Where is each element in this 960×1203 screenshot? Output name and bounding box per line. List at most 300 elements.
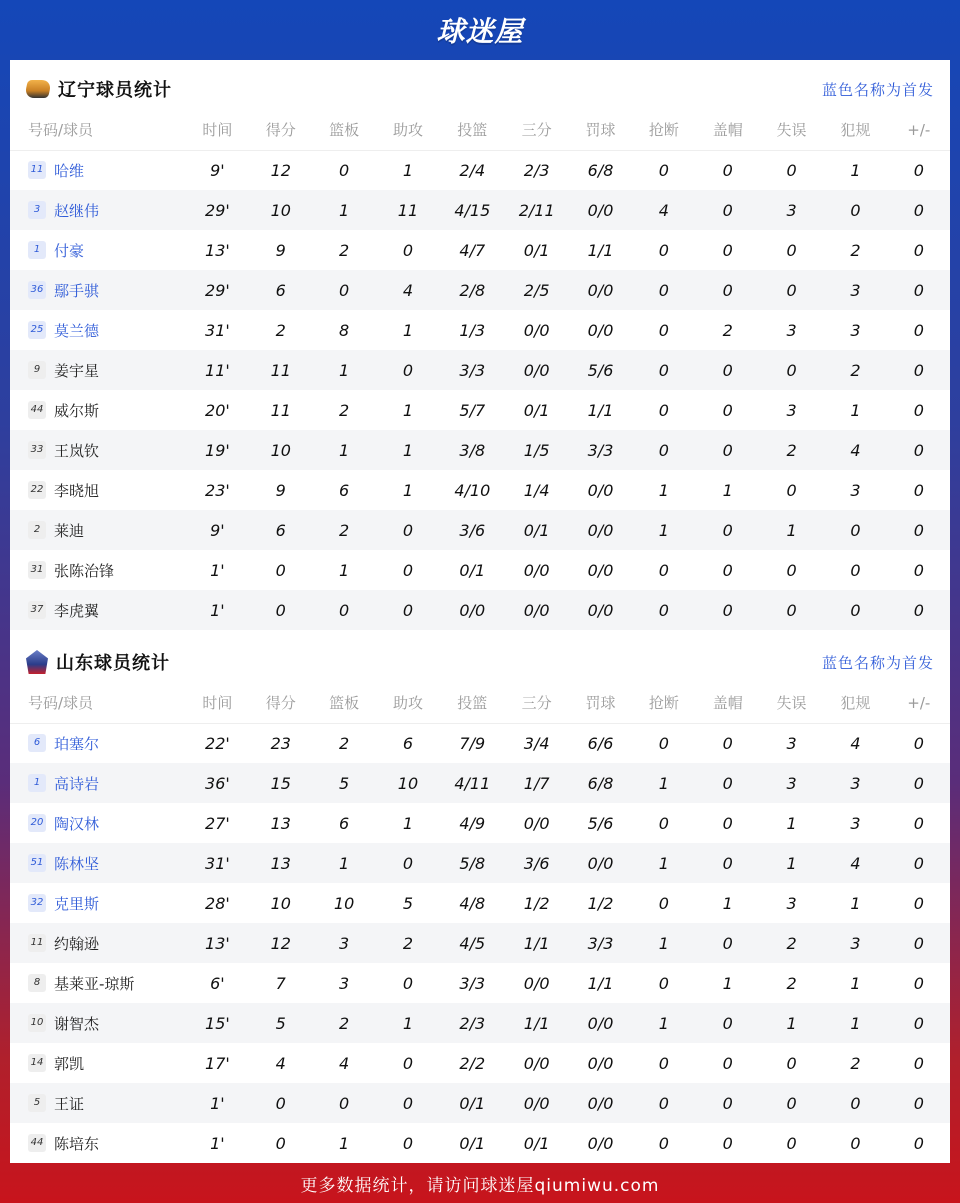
stat-cell: 0: [850, 1133, 861, 1153]
stat-cell: 1/1: [504, 923, 568, 963]
stat-cell: 0: [786, 480, 797, 500]
stat-cell: 0: [888, 923, 950, 963]
stat-cell: 0: [658, 320, 669, 340]
liaoning-logo-icon: [24, 80, 52, 98]
player-cell: [10, 883, 186, 923]
player-cell: [10, 803, 186, 843]
stat-cell: 0: [658, 560, 669, 580]
column-header: +/-: [888, 110, 950, 150]
stat-cell: 0: [696, 350, 760, 390]
stat-cell: 3: [339, 973, 350, 993]
stat-cell: 1/2: [523, 893, 550, 913]
stat-cell: 0: [376, 350, 440, 390]
stat-cell: 0: [722, 400, 733, 420]
stat-cell: 1: [402, 480, 414, 500]
stat-cell: 0: [722, 240, 733, 260]
stat-cell: 0: [823, 590, 887, 630]
stat-cell: 0: [722, 1053, 733, 1073]
stat-cell: 0: [888, 430, 950, 470]
stat-cell: 0: [913, 813, 924, 833]
stat-cell: 4: [850, 733, 861, 753]
table-row: [10, 510, 950, 550]
player-name: 哈维: [54, 161, 85, 180]
stat-cell: 0: [888, 843, 950, 883]
stat-cell: 0/1: [440, 1083, 504, 1123]
player-name: 郭凯: [54, 1054, 85, 1073]
team-stats-table: [10, 110, 950, 630]
stat-cell: 1: [339, 560, 350, 580]
player-cell: [10, 430, 186, 470]
stat-cell: 0: [913, 1053, 924, 1073]
stat-cell: 0: [913, 400, 924, 420]
stat-cell: 12: [249, 923, 312, 963]
stat-cell: 0/1: [523, 240, 550, 260]
stat-cell: 2/3: [523, 160, 550, 180]
player-name: 李晓旭: [54, 481, 100, 500]
stat-cell: 1: [376, 1003, 440, 1043]
player-cell: [10, 1043, 186, 1083]
stat-cell: 0: [249, 590, 312, 630]
stat-cell: 12: [270, 160, 291, 180]
stat-cell: 2/5: [504, 270, 568, 310]
player-cell: [10, 923, 186, 963]
stat-cell: 36': [186, 763, 249, 803]
stat-cell: 4: [339, 1053, 350, 1073]
stat-cell: 0/0: [523, 1053, 550, 1073]
stat-cell: 2: [823, 350, 887, 390]
stat-cell: 0: [312, 590, 375, 630]
stat-cell: 1/2: [587, 893, 614, 913]
table-row: [10, 923, 950, 963]
stat-cell: 0/0: [569, 1083, 632, 1123]
stat-cell: 0/0: [569, 510, 632, 550]
jersey-number-badge: 11: [28, 161, 46, 179]
stat-cell: 9: [275, 240, 286, 260]
stat-cell: 0/0: [587, 320, 614, 340]
stat-cell: 4/10: [454, 480, 491, 500]
stat-cell: 2: [760, 430, 823, 470]
column-header: 罚球: [569, 110, 632, 150]
stat-cell: 0/0: [523, 560, 550, 580]
stat-cell: 0: [696, 763, 760, 803]
team-section-header: [10, 64, 950, 114]
stat-cell: 3: [786, 400, 797, 420]
stat-cell: 2: [339, 240, 350, 260]
table-row: [10, 270, 950, 310]
stat-cell: 2: [312, 1003, 375, 1043]
player-name: 张陈治锋: [54, 561, 115, 580]
column-header: 三分: [504, 110, 568, 150]
stat-cell: 0: [760, 590, 823, 630]
jersey-number-badge: 22: [28, 481, 46, 499]
player-cell: [10, 310, 186, 350]
stat-cell: 0: [913, 160, 924, 180]
jersey-number-badge: 44: [28, 1134, 46, 1152]
stat-cell: 2: [376, 923, 440, 963]
stat-cell: 5/7: [459, 400, 486, 420]
stat-cell: 2: [339, 733, 350, 753]
stat-cell: 1: [312, 350, 375, 390]
stat-cell: 6': [210, 973, 225, 993]
stat-cell: 13': [205, 240, 230, 260]
player-name: 李虎翼: [54, 601, 100, 620]
stat-cell: 0: [376, 590, 440, 630]
stat-cell: 22': [205, 733, 230, 753]
stat-cell: 5: [249, 1003, 312, 1043]
stat-cell: 1/1: [587, 240, 614, 260]
stat-cell: 4/15: [440, 190, 504, 230]
player-name: 陶汉林: [54, 814, 100, 833]
player-cell: [10, 270, 186, 310]
table-row: [10, 190, 950, 230]
stat-cell: 1: [376, 430, 440, 470]
player-name: 王证: [54, 1094, 85, 1113]
stat-cell: 2/11: [504, 190, 568, 230]
jersey-number-badge: 20: [28, 814, 46, 832]
player-name: 陈培东: [54, 1134, 100, 1153]
stat-cell: 0: [696, 430, 760, 470]
column-header: 三分: [504, 683, 568, 723]
stat-cell: 0: [823, 190, 887, 230]
stat-cell: 3: [850, 813, 861, 833]
stat-cell: 1: [850, 160, 861, 180]
stat-cell: 9': [210, 160, 225, 180]
stat-cell: 0/0: [569, 190, 632, 230]
player-cell: [10, 150, 186, 190]
stat-cell: 7: [275, 973, 286, 993]
stat-cell: 2: [312, 510, 375, 550]
stat-cell: 0: [786, 1053, 797, 1073]
jersey-number-badge: 32: [28, 894, 46, 912]
column-header: 时间: [186, 110, 249, 150]
stat-cell: 0: [658, 973, 669, 993]
stat-cell: 0: [913, 893, 924, 913]
stat-cell: 0/0: [523, 813, 550, 833]
team-title-group: [26, 649, 170, 675]
stat-cell: 1: [312, 430, 375, 470]
stat-cell: 0: [658, 813, 669, 833]
stat-cell: 0: [249, 1083, 312, 1123]
stat-cell: 0: [722, 560, 733, 580]
stat-cell: 4: [823, 843, 887, 883]
stat-cell: 0: [722, 813, 733, 833]
stat-cell: 1: [632, 843, 695, 883]
column-header: 得分: [249, 110, 312, 150]
stat-cell: 1: [632, 1003, 695, 1043]
stat-cell: 3: [786, 733, 797, 753]
player-cell: [10, 190, 186, 230]
stat-cell: 3: [786, 320, 797, 340]
stat-cell: 0: [913, 560, 924, 580]
stat-cell: 0: [888, 190, 950, 230]
stat-cell: 0/0: [504, 350, 568, 390]
stat-cell: 0: [658, 1053, 669, 1073]
stat-cell: 0: [888, 350, 950, 390]
brand-bar: [0, 0, 960, 60]
stat-cell: 0/0: [569, 590, 632, 630]
column-header: 得分: [249, 683, 312, 723]
stat-cell: 11: [249, 350, 312, 390]
stat-cell: 0/0: [440, 590, 504, 630]
player-name: 珀塞尔: [54, 734, 100, 753]
table-row: [10, 1123, 950, 1163]
stat-cell: 1: [722, 973, 733, 993]
stat-cell: 0: [696, 190, 760, 230]
table-row: [10, 230, 950, 270]
stat-cell: 1': [186, 1083, 249, 1123]
stat-cell: 3/3: [440, 350, 504, 390]
stat-cell: 1: [339, 1133, 350, 1153]
stat-cell: 0/0: [587, 560, 614, 580]
stat-cell: 0: [632, 430, 695, 470]
stat-cell: 1': [210, 560, 225, 580]
stat-cell: 0/1: [523, 400, 550, 420]
team-stats-title: 辽宁球员统计: [58, 80, 172, 101]
player-name: 莫兰德: [54, 321, 100, 340]
stat-cell: 0/1: [459, 560, 486, 580]
jersey-number-badge: 25: [28, 321, 46, 339]
stat-cell: 3: [850, 480, 861, 500]
stat-cell: 28': [205, 893, 230, 913]
table-row: [10, 430, 950, 470]
stat-cell: 3/8: [440, 430, 504, 470]
stat-cell: 0/1: [459, 1133, 486, 1153]
player-cell: [10, 843, 186, 883]
starter-legend-note: 蓝色名称为首发: [821, 653, 934, 672]
stat-cell: 1/5: [504, 430, 568, 470]
stat-cell: 1: [786, 813, 797, 833]
table-row: [10, 963, 950, 1003]
stat-cell: 0: [658, 893, 669, 913]
stat-cell: 27': [205, 813, 230, 833]
stat-cell: 4: [376, 270, 440, 310]
stat-cell: 31': [186, 843, 249, 883]
table-row: [10, 763, 950, 803]
stat-cell: 3/4: [523, 733, 550, 753]
table-row: [10, 803, 950, 843]
stat-cell: 2/3: [440, 1003, 504, 1043]
stat-cell: 0: [312, 270, 375, 310]
stat-cell: 0/0: [504, 590, 568, 630]
stat-cell: 1: [402, 813, 414, 833]
stat-cell: 0: [760, 1083, 823, 1123]
stat-cell: 5: [402, 893, 414, 913]
stat-cell: 1: [722, 480, 733, 500]
stat-cell: 0/0: [587, 1133, 614, 1153]
column-header: 抢断: [632, 110, 695, 150]
team-stats-title: 山东球员统计: [56, 653, 170, 674]
stat-cell: 3/3: [569, 430, 632, 470]
stat-cell: 0: [786, 160, 797, 180]
stat-cell: 0: [376, 843, 440, 883]
stat-cell: 6/8: [587, 160, 614, 180]
stat-cell: 0: [823, 1083, 887, 1123]
stat-cell: 0: [376, 1083, 440, 1123]
jersey-number-badge: 1: [28, 774, 46, 792]
stat-cell: 1/1: [504, 1003, 568, 1043]
stat-cell: 0/0: [569, 270, 632, 310]
stat-cell: 1: [823, 1003, 887, 1043]
stat-cell: 1/7: [504, 763, 568, 803]
jersey-number-badge: 3: [28, 201, 46, 219]
column-header-player: 号码/球员: [10, 110, 186, 150]
stat-cell: 1: [632, 923, 695, 963]
jersey-number-badge: 1: [28, 241, 46, 259]
stat-cell: 2: [722, 320, 733, 340]
stat-cell: 19': [186, 430, 249, 470]
jersey-number-badge: 11: [28, 934, 46, 952]
jersey-number-badge: 36: [28, 281, 46, 299]
table-row: [10, 1043, 950, 1083]
jersey-number-badge: 9: [28, 361, 46, 379]
player-name: 姜宇星: [54, 361, 100, 380]
jersey-number-badge: 8: [28, 974, 46, 992]
stat-cell: 20': [205, 400, 230, 420]
stat-cell: 0: [913, 480, 924, 500]
stat-cell: 0: [658, 160, 669, 180]
stat-cell: 6/6: [587, 733, 614, 753]
stat-cell: 0: [786, 1133, 797, 1153]
stat-cell: 0: [913, 240, 924, 260]
column-header: 投篮: [440, 683, 504, 723]
stat-cell: 0: [696, 590, 760, 630]
stat-cell: 1: [312, 843, 375, 883]
stats-panel: [10, 60, 950, 1163]
stat-cell: 0: [275, 1133, 286, 1153]
stat-cell: 0: [632, 590, 695, 630]
stat-cell: 0: [888, 1083, 950, 1123]
stat-cell: 3/6: [440, 510, 504, 550]
column-header: 失误: [760, 683, 823, 723]
stat-cell: 1: [760, 1003, 823, 1043]
stat-cell: 0: [339, 160, 350, 180]
table-row: [10, 550, 950, 590]
jersey-number-badge: 2: [28, 521, 46, 539]
stat-cell: 0: [696, 1083, 760, 1123]
player-name: 约翰逊: [54, 934, 100, 953]
stat-cell: 0: [722, 1133, 733, 1153]
player-name: 基莱亚-琼斯: [54, 974, 135, 993]
stat-cell: 10: [270, 893, 291, 913]
stat-cell: 1': [210, 1133, 225, 1153]
stat-cell: 0/0: [523, 320, 550, 340]
shandong-logo-icon: [26, 650, 48, 674]
stat-cell: 1: [760, 843, 823, 883]
column-header-player: 号码/球员: [10, 683, 186, 723]
stat-cell: 0: [658, 400, 669, 420]
table-header-row: [10, 683, 950, 723]
jersey-number-badge: 37: [28, 601, 46, 619]
jersey-number-badge: 5: [28, 1094, 46, 1112]
stat-cell: 0: [888, 763, 950, 803]
stat-cell: 1: [632, 763, 695, 803]
stat-cell: 0: [632, 1083, 695, 1123]
column-header: 盖帽: [696, 110, 760, 150]
column-header: 犯规: [823, 683, 887, 723]
stat-cell: 0: [312, 1083, 375, 1123]
stat-cell: 3: [823, 923, 887, 963]
player-name: 王岚钦: [54, 441, 100, 460]
stat-cell: 2: [760, 923, 823, 963]
player-cell: [10, 350, 186, 390]
stat-cell: 2: [786, 973, 797, 993]
column-header: 投篮: [440, 110, 504, 150]
stat-cell: 0: [913, 1133, 924, 1153]
stat-cell: 0: [632, 270, 695, 310]
column-header: 抢断: [632, 683, 695, 723]
player-cell: [10, 763, 186, 803]
column-header: 盖帽: [696, 683, 760, 723]
stat-cell: 17': [205, 1053, 230, 1073]
column-header: +/-: [888, 683, 950, 723]
player-cell: [10, 1003, 186, 1043]
stat-cell: 13: [270, 813, 291, 833]
player-name: 威尔斯: [54, 401, 100, 420]
stat-cell: 10: [249, 430, 312, 470]
team-stats-table: [10, 683, 950, 1163]
player-name: 克里斯: [54, 894, 100, 913]
stat-cell: 0: [402, 560, 414, 580]
stat-cell: 6: [249, 270, 312, 310]
stat-cell: 1/1: [587, 973, 614, 993]
player-name: 付豪: [54, 241, 85, 260]
jersey-number-badge: 51: [28, 854, 46, 872]
stat-cell: 1: [850, 973, 861, 993]
player-name: 谢智杰: [54, 1014, 100, 1033]
table-row: [10, 390, 950, 430]
stat-cell: 0: [402, 1053, 414, 1073]
stat-cell: 1/1: [587, 400, 614, 420]
stat-cell: 15: [249, 763, 312, 803]
stat-cell: 3: [760, 190, 823, 230]
stat-cell: 1': [186, 590, 249, 630]
stat-cell: 3/3: [459, 973, 486, 993]
stat-cell: 1: [658, 480, 669, 500]
stat-cell: 11: [270, 400, 291, 420]
stat-cell: 13: [249, 843, 312, 883]
stat-cell: 2: [275, 320, 286, 340]
table-row: [10, 470, 950, 510]
table-row: [10, 1003, 950, 1043]
stat-cell: 5/6: [569, 350, 632, 390]
stat-cell: 1: [312, 190, 375, 230]
footer-promo: 更多数据统计，请访问球迷屋qiumiwu.com: [300, 1175, 660, 1196]
stat-cell: 0: [823, 510, 887, 550]
stat-cell: 0/0: [587, 1053, 614, 1073]
jersey-number-badge: 31: [28, 561, 46, 579]
stat-cell: 1: [402, 400, 414, 420]
stat-cell: 13': [186, 923, 249, 963]
stat-cell: 9': [186, 510, 249, 550]
stat-cell: 9: [275, 480, 286, 500]
stat-cell: 2: [850, 1053, 861, 1073]
stat-cell: 4: [632, 190, 695, 230]
stat-cell: 1: [402, 320, 414, 340]
stat-cell: 0: [696, 923, 760, 963]
stat-cell: 1/4: [523, 480, 550, 500]
table-row: [10, 150, 950, 190]
stat-cell: 0: [850, 560, 861, 580]
team-section-header: [10, 637, 950, 687]
column-header: 失误: [760, 110, 823, 150]
stat-cell: 1: [402, 160, 414, 180]
stat-cell: 0: [722, 733, 733, 753]
stat-cell: 0: [376, 510, 440, 550]
stat-cell: 2/8: [440, 270, 504, 310]
stat-cell: 0: [722, 160, 733, 180]
stat-cell: 0: [402, 973, 414, 993]
stat-cell: 3: [312, 923, 375, 963]
